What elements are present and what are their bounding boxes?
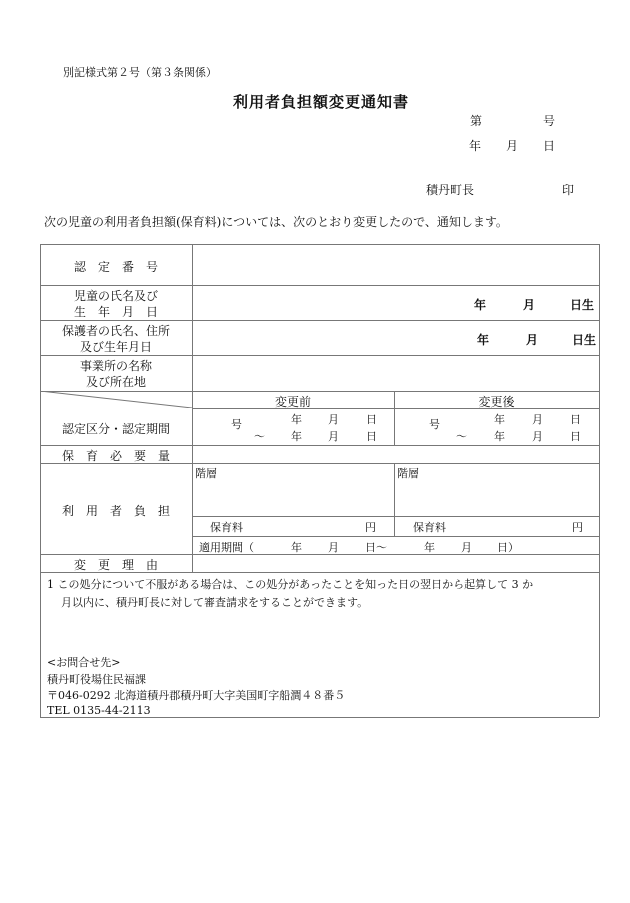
before-from-month: 月 <box>328 413 339 426</box>
before-fee-label: 保育料 <box>210 521 243 534</box>
after-fee-label: 保育料 <box>413 521 446 534</box>
child-birth-suffix: 日生 <box>570 298 595 312</box>
number-go: 号 <box>543 114 556 128</box>
contact-heading: <お問合せ先> <box>47 656 121 669</box>
guardian-birth-month: 月 <box>526 333 539 347</box>
care-need-label: 保 育 必 要 量 <box>61 449 170 463</box>
form-reference: 別記様式第２号（第３条関係） <box>63 66 217 79</box>
change-reason-label: 変 更 理 由 <box>73 558 158 572</box>
after-from-month: 月 <box>532 413 543 426</box>
intro-text: 次の児童の利用者負担額(保育料)については、次のとおり変更したので、通知します。 <box>44 215 508 229</box>
date-month: 月 <box>506 139 519 153</box>
guardian-label-line2: 及び生年月日 <box>79 340 152 354</box>
after-go: 号 <box>429 418 440 431</box>
contact-department: 積丹町役場住民福課 <box>47 673 146 686</box>
diagonal-line <box>40 391 192 408</box>
office-label-line2: 及び所在地 <box>85 375 146 389</box>
guardian-birth-suffix: 日生 <box>572 333 597 347</box>
date-day: 日 <box>543 139 556 153</box>
period-to-year: 年 <box>424 541 435 554</box>
period-from-month: 月 <box>328 541 339 554</box>
before-from-year: 年 <box>291 413 302 426</box>
after-fee-yen: 円 <box>572 521 583 534</box>
before-tilde: ～ <box>254 430 265 443</box>
before-fee-yen: 円 <box>365 521 376 534</box>
contact-address: 〒046-0292 北海道積丹郡積丹町大字美国町字船澗４８番５ <box>47 689 346 702</box>
date-year: 年 <box>469 139 482 153</box>
guardian-label-line1: 保護者の氏名、住所 <box>61 324 170 338</box>
after-bracket-label: 階層 <box>397 467 419 480</box>
period-from-day: 日～ <box>365 541 387 554</box>
before-from-day: 日 <box>366 413 377 426</box>
number-dai: 第 <box>470 114 483 128</box>
cert-number-label: 認 定 番 号 <box>73 260 158 274</box>
before-bracket-label: 階層 <box>195 467 217 480</box>
contact-tel: TEL 0135-44-2113 <box>47 704 151 717</box>
after-to-year: 年 <box>494 430 505 443</box>
after-from-day: 日 <box>570 413 581 426</box>
period-from-year: 年 <box>291 541 302 554</box>
child-label-line2: 生 年 月 日 <box>73 305 158 319</box>
office-label-line1: 事業所の名称 <box>79 359 152 373</box>
before-to-month: 月 <box>328 430 339 443</box>
period-to-day: 日） <box>497 541 519 554</box>
before-to-year: 年 <box>291 430 302 443</box>
after-tilde: ～ <box>456 430 467 443</box>
child-birth-year: 年 <box>474 298 487 312</box>
note-item1-line1: 1 この処分について不服がある場合は、この処分があったことを知った日の翌日から起算して 3 か <box>47 578 534 591</box>
period-to-month: 月 <box>461 541 472 554</box>
after-header: 変更後 <box>478 395 515 409</box>
guardian-birth-year: 年 <box>477 333 490 347</box>
child-label-line1: 児童の氏名及び <box>73 289 158 303</box>
issuer-name: 積丹町長 <box>426 183 475 197</box>
cert-period-label: 認定区分・認定期間 <box>61 422 170 436</box>
after-from-year: 年 <box>494 413 505 426</box>
note-item1-line2: 月以内に、積丹町長に対して審査請求をすることができます。 <box>61 596 369 609</box>
after-to-day: 日 <box>570 430 581 443</box>
user-burden-label: 利 用 者 負 担 <box>61 504 170 518</box>
before-to-day: 日 <box>366 430 377 443</box>
before-go: 号 <box>231 418 242 431</box>
child-birth-month: 月 <box>523 298 536 312</box>
period-label: 適用期間（ <box>199 541 254 554</box>
document-title: 利用者負担額変更通知書 <box>233 93 410 111</box>
after-to-month: 月 <box>532 430 543 443</box>
seal-mark: 印 <box>562 183 575 197</box>
before-header: 変更前 <box>274 395 311 409</box>
